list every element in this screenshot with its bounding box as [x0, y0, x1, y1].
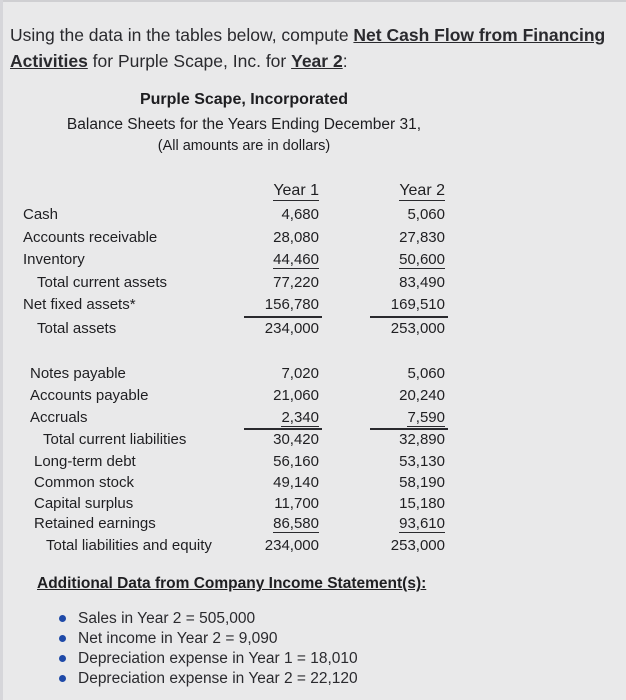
year2-value: 5,060: [407, 365, 445, 382]
row-label: Accounts receivable: [23, 229, 158, 246]
year1-liab-rule: [244, 428, 322, 430]
year1-value: 7,020: [281, 365, 319, 382]
top-edge: [0, 0, 626, 2]
year2-liab-rule: [370, 428, 448, 430]
asset-row-cash: [0, 206, 626, 228]
row-label: Inventory: [23, 251, 85, 268]
list-item: [70, 609, 358, 629]
row-label: Total current assets: [37, 274, 168, 291]
liability-row-common-stock: [0, 474, 626, 496]
row-label: Long-term debt: [34, 453, 136, 470]
year2-value: 169,510: [390, 296, 445, 313]
list-item-text: Depreciation expense in Year 2 = 22,120: [78, 670, 358, 687]
year2-value: 253,000: [390, 537, 445, 554]
list-item: [70, 669, 358, 689]
year2-value: 32,890: [399, 431, 445, 448]
liability-row-accounts-payable: [0, 387, 626, 409]
question-year: Year 2: [291, 51, 343, 71]
year2-value: 15,180: [399, 495, 445, 512]
row-label: Cash: [23, 206, 59, 223]
year1-value: 234,000: [264, 320, 319, 337]
year1-value: 11,700: [274, 495, 319, 512]
year1-value: 2,340: [281, 409, 319, 426]
column-header-row: [0, 182, 626, 204]
question-middle: for Purple Scape, Inc. for: [87, 51, 292, 71]
year2-value: 20,240: [399, 387, 445, 404]
list-item-text: Net income in Year 2 = 9,090: [78, 630, 278, 647]
asset-row-net-fixed-assets: [0, 296, 626, 318]
row-label: Net fixed assets*: [23, 296, 136, 313]
row-label: Notes payable: [30, 365, 126, 382]
statement-subtitle: Balance Sheets for the Years Ending December 31,: [66, 116, 422, 133]
year1-subtotal-rule: [244, 316, 322, 318]
liability-row-total-liabilities-equity: [0, 537, 626, 559]
question-term-1: Net Cash Flow from Financing: [353, 25, 606, 45]
list-item-text: Depreciation expense in Year 1 = 18,010: [78, 650, 358, 667]
year1-value: 30,420: [273, 431, 319, 448]
asset-row-total-current-assets: [0, 274, 626, 296]
liability-row-notes-payable: [0, 365, 626, 387]
liability-row-retained-earnings: [0, 515, 626, 537]
bullet-dot-icon: [59, 655, 66, 662]
asset-row-accounts-receivable: [0, 229, 626, 251]
units-note: (All amounts are in dollars): [157, 138, 331, 154]
year1-header: Year 1: [273, 182, 319, 199]
bullet-dot-icon: [59, 615, 66, 622]
question-suffix: :: [342, 51, 348, 71]
year2-subtotal-rule: [370, 316, 448, 318]
liability-row-long-term-debt: [0, 453, 626, 475]
row-label: Accounts payable: [30, 387, 149, 404]
year2-value: 7,590: [407, 409, 445, 426]
additional-data-heading: Additional Data from Company Income Statement(s):: [37, 575, 427, 592]
year2-value: 27,830: [399, 229, 445, 246]
additional-data-list: [70, 609, 358, 689]
question-term-2: Activities: [10, 51, 88, 71]
asset-row-inventory: [0, 251, 626, 273]
asset-row-total-assets: [0, 320, 626, 342]
row-label: Accruals: [30, 409, 88, 426]
year2-value: 253,000: [390, 320, 445, 337]
year1-value: 156,780: [264, 296, 319, 313]
year1-value: 49,140: [273, 474, 319, 491]
liability-row-total-current-liabilities: [0, 431, 626, 453]
row-label: Total current liabilities: [43, 431, 187, 448]
company-title: Purple Scape, Incorporated: [139, 91, 349, 108]
year1-value: 44,460: [273, 251, 319, 268]
list-item-text: Sales in Year 2 = 505,000: [78, 610, 256, 627]
year1-value: 77,220: [273, 274, 319, 291]
list-item: [70, 649, 358, 669]
row-label: Retained earnings: [34, 515, 156, 532]
bullet-dot-icon: [59, 635, 66, 642]
row-label: Common stock: [34, 474, 135, 491]
year2-value: 50,600: [399, 251, 445, 268]
question-text: [10, 22, 610, 74]
year1-value: 4,680: [281, 206, 319, 223]
year2-value: 83,490: [399, 274, 445, 291]
row-label: Total liabilities and equity: [46, 537, 212, 554]
row-label: Capital surplus: [34, 495, 134, 512]
question-prefix: Using the data in the tables below, compute: [10, 25, 354, 45]
list-item: [70, 629, 358, 649]
year1-value: 21,060: [273, 387, 319, 404]
bullet-dot-icon: [59, 675, 66, 682]
year2-value: 58,190: [399, 474, 445, 491]
year2-value: 93,610: [399, 515, 445, 532]
year1-value: 234,000: [264, 537, 319, 554]
year1-value: 56,160: [273, 453, 319, 470]
year2-value: 53,130: [399, 453, 445, 470]
row-label: Total assets: [37, 320, 117, 337]
year2-header: Year 2: [399, 182, 445, 199]
year1-value: 86,580: [273, 515, 319, 532]
year2-value: 5,060: [407, 206, 445, 223]
liability-row-capital-surplus: [0, 495, 626, 517]
year1-value: 28,080: [273, 229, 319, 246]
